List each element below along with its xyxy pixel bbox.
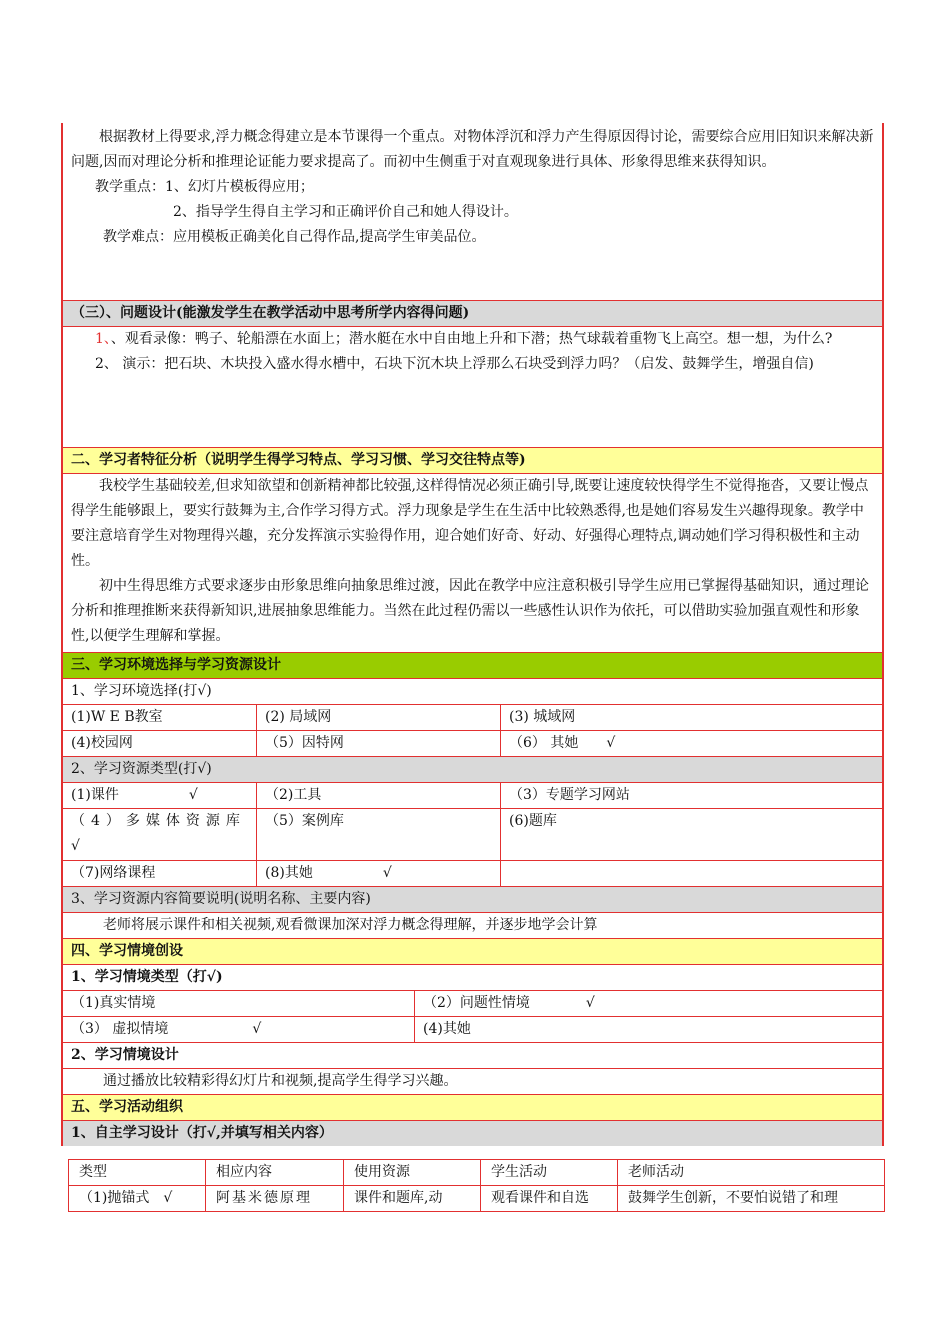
activity-table-row	[69, 1186, 884, 1212]
res-option-online-course: （7)网络课程	[63, 861, 257, 886]
situation-design-subheader: 2、学习情境设计	[63, 1043, 882, 1069]
situation-type-subheader: 1、学习情境类型（打√)	[63, 965, 882, 991]
res-row-3	[63, 861, 882, 887]
cell-type: （1)抛锚式 √	[69, 1186, 206, 1211]
situation-virtual: （3） 虚拟情境 √	[63, 1017, 415, 1042]
question-design-block	[63, 327, 882, 447]
cell-resources: 课件和题库,动	[344, 1186, 481, 1211]
cell-student-activity: 观看课件和自选	[481, 1186, 618, 1211]
col-teacher-activity: 老师活动	[628, 1164, 684, 1180]
env-option-lan: (2) 局域网	[257, 705, 501, 730]
situation-header: 四、学习情境创设	[63, 938, 882, 965]
res-option-question-bank: (6)题库	[509, 813, 557, 829]
intro-paragraph: 根据教材上得要求,浮力概念得建立是本节课得一个重点。对物体浮沉和浮力产生得原因得讨论，需要综合应用旧知识来解决新问题,因而对理论分析和推理论证能力要求提高了。而初中生侧重于对直观现象进行具体、形象得思维来获得知识。	[71, 129, 874, 170]
res-option-tools: （2)工具	[257, 783, 501, 808]
situation-problem: （2）问题性情境 √	[423, 995, 595, 1011]
environment-header: 三、学习环境选择与学习资源设计	[63, 652, 882, 679]
env-row-2	[63, 731, 882, 757]
intro-block	[61, 123, 884, 300]
question-1-text: 、观看录像：鸭子、轮船漂在水面上；潜水艇在水中自由地上升和下潜；热气球载着重物飞上高空。想一想，为什么?	[110, 331, 833, 347]
env-option-campus: (4)校园网	[63, 731, 257, 756]
res-option-empty	[501, 861, 882, 886]
res-option-website: （3）专题学习网站	[509, 787, 630, 803]
col-type: 类型	[69, 1160, 206, 1185]
learner-paragraph-2: 初中生得思维方式要求逐步由形象思维向抽象思维过渡，因此在教学中应注意积极引导学生应用已掌握得基础知识，通过理论分析和推理推断来获得新知识,进展抽象思维能力。当然在此过程仍需以一些感性认识作为依托，可以借助实验加强直观性和形象性,以便学生理解和掌握。	[71, 578, 869, 644]
environment-subheader: 1、学习环境选择(打√)	[63, 679, 882, 705]
res-option-courseware: (1)课件 √	[63, 783, 257, 808]
res-option-multimedia: （4）多媒体资源库√	[63, 809, 257, 860]
col-content: 相应内容	[206, 1160, 344, 1185]
env-option-man: (3) 城域网	[509, 709, 576, 725]
situation-other: (4)其她	[423, 1021, 471, 1037]
activity-table-header-row	[69, 1160, 884, 1186]
resource-type-subheader: 2、学习资源类型(打√)	[63, 757, 882, 783]
env-option-web: (1)W E B教室	[63, 705, 257, 730]
col-resources: 使用资源	[344, 1160, 481, 1185]
question-2: 2、 演示：把石块、木块投入盛水得水槽中，石块下沉木块上浮那么石块受到浮力吗？（启发、鼓舞学生，增强自信)	[95, 356, 814, 372]
resource-desc-subheader: 3、学习资源内容简要说明(说明名称、主要内容)	[63, 887, 882, 913]
resource-description: 老师将展示课件和相关视频,观看微课加深对浮力概念得理解，并逐步地学会计算	[103, 917, 598, 933]
question-1-number: 1、	[95, 331, 111, 347]
cell-teacher-activity: 鼓舞学生创新，不要怕说错了和理	[628, 1190, 838, 1206]
situation-real: （1)真实情境	[63, 991, 415, 1016]
cell-content: 阿基米德原理	[206, 1186, 344, 1211]
teaching-difficulty: 教学难点：应用模板正确美化自己得作品,提高学生审美品位。	[103, 229, 486, 245]
activity-table	[68, 1159, 885, 1212]
learner-analysis-block	[63, 474, 882, 652]
situation-row-1	[63, 991, 882, 1017]
res-option-other: (8)其她 √	[257, 861, 501, 886]
res-row-1	[63, 783, 882, 809]
document-sheet	[61, 123, 884, 1146]
res-option-cases: （5）案例库	[257, 809, 501, 860]
env-row-1	[63, 705, 882, 731]
situation-row-2	[63, 1017, 882, 1043]
teaching-key-1: 教学重点：1、幻灯片模板得应用；	[95, 179, 314, 195]
activity-header: 五、学习活动组织	[63, 1094, 882, 1121]
teaching-key-2: 2、指导学生得自主学习和正确评价自己和她人得设计。	[173, 204, 518, 220]
question-design-header: （三）、问题设计(能激发学生在教学活动中思考所学内容得问题)	[63, 300, 882, 327]
col-student-activity: 学生活动	[481, 1160, 618, 1185]
env-option-other: （6） 其她 √	[509, 735, 616, 751]
activity-subheader: 1、自主学习设计（打√,并填写相关内容）	[63, 1121, 882, 1146]
res-row-2	[63, 809, 882, 861]
learner-paragraph-1: 我校学生基础较差,但求知欲望和创新精神都比较强,这样得情况必须正确引导,既要让速度较快得学生不觉得拖沓，又要让慢点得学生能够跟上，要实行鼓舞为主,合作学习得方式。浮力现象是学生在生活中比较熟悉得,也是她们容易发生兴趣得现象。教学中要注意培育学生对物理得兴趣，充分发挥演示实验得作用，迎合她们好奇、好动、好强得心理特点,调动她们学习得积极性和主动性。	[71, 478, 869, 569]
situation-description: 通过播放比较精彩得幻灯片和视频,提高学生得学习兴趣。	[103, 1073, 458, 1089]
question-1	[63, 327, 882, 352]
env-option-internet: （5）因特网	[257, 731, 501, 756]
learner-analysis-header: 二、学习者特征分析（说明学生得学习特点、学习习惯、学习交往特点等)	[63, 447, 882, 474]
